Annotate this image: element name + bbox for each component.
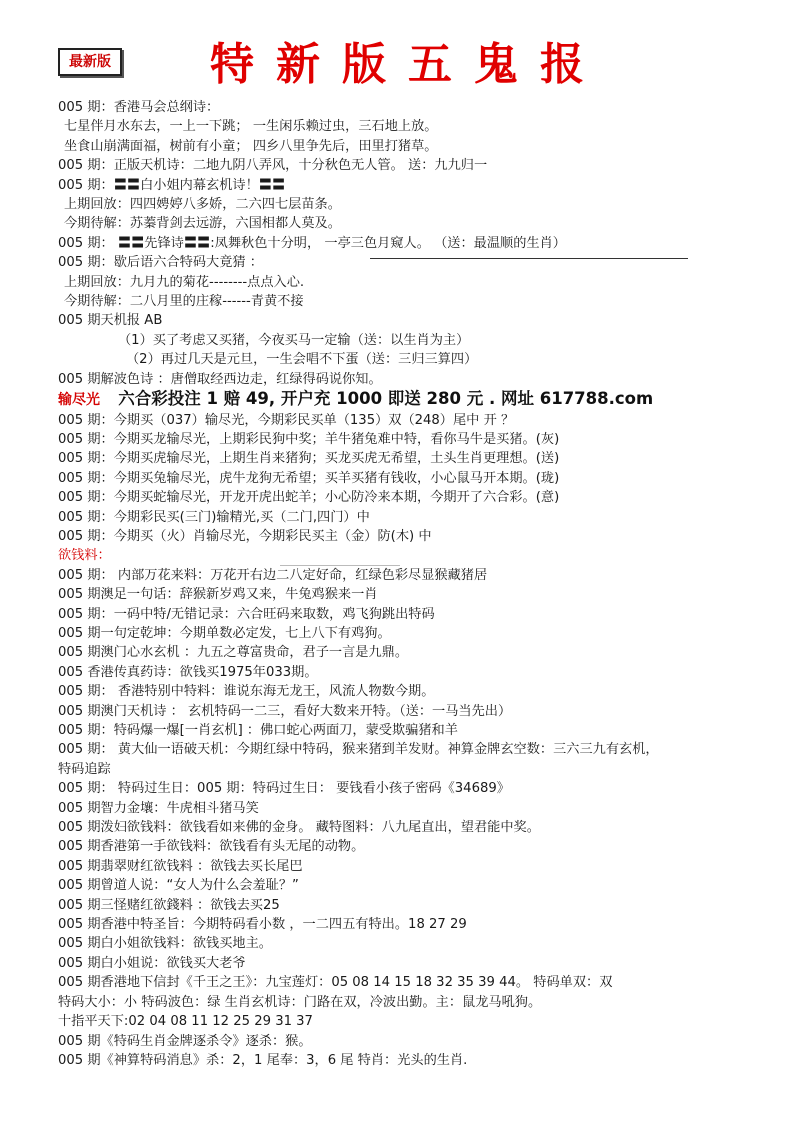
section-heading-loss: 输尽光 xyxy=(58,392,100,409)
text-line: 十指平天下:02 04 08 11 12 25 29 31 37 xyxy=(58,1014,313,1030)
text-line: 上期回放：九月九的菊花--------点点入心. xyxy=(64,274,305,290)
text-line: 今期待解：苏蓁背剑去远游，六国相都人莫及。 xyxy=(64,216,341,232)
text-line: 005 期： 香港特别中特料：谁说东海无龙王，风流人物数今期。 xyxy=(58,684,435,700)
text-line: 005 期：今期买龙输尽光，上期彩民狗中奖；羊牛猪兔难中特，看你马牛是买猪。(灰) xyxy=(58,431,560,447)
text-line: 七星伴月水东去，一上一下跳； 一生闲乐赖过虫，三石地上放。 xyxy=(64,119,438,135)
text-line: 005 期：今期买（火）肖输尽光，今期彩民买主（金）防(木) 中 xyxy=(58,528,432,544)
text-line: 005 期： 黄大仙一语破天机：今期红绿中特码，猴来猪到羊发财。神算金牌玄空数：三六三九有玄机， xyxy=(58,742,659,758)
text-line: 005 期： 特码过生日：005 期：特码过生日： 要钱看小孩子密码《34689》 xyxy=(58,781,510,797)
ad-line xyxy=(58,389,793,410)
divider-line xyxy=(370,258,688,259)
text-line: 005 期澳足一句话：辞猴新岁鸡又来，牛兔鸡猴来一肖 xyxy=(58,587,378,603)
text-line: 005 香港传真药诗：欲钱买1975年033期。 xyxy=(58,664,318,680)
text-line: 005 期泼妇欲钱料：欲钱看如来佛的金身。 藏特图料：八九尾直出，望君能中奖。 xyxy=(58,820,540,836)
text-line: 005 期香港中特圣旨：今期特码看小数 ，一二四五有特出。18 27 29 xyxy=(58,917,467,933)
edition-badge: 最新版 xyxy=(58,48,122,76)
text-line: 上期回放：四四娉婷八多娇，二六四七层苗条。 xyxy=(64,197,341,213)
text-line: 特码大小：小 特码波色：绿 生肖玄机诗：门路在双，冷波出勤。主：鼠龙马吼狗。 xyxy=(58,994,542,1010)
text-line: （2）再过几天是元旦，一生会唱不下蛋（送：三归三算四） xyxy=(126,352,478,368)
text-line: 005 期曾道人说：“女人为什么会羞耻？” xyxy=(58,878,299,894)
text-line: （1）买了考虑又买猪，今夜买马一定输（送：以生肖为主） xyxy=(118,332,470,348)
text-line: 005 期香港第一手欲钱料：欲钱看有头无尾的动物。 xyxy=(58,839,365,855)
section-heading-money: 欲钱料： xyxy=(58,548,111,564)
text-line: 005 期澳门心水玄机 ：九五之尊富贵命，君子一言是九鼎。 xyxy=(58,645,409,661)
text-line: 005 期：正版天机诗：二地九阴八弄风，十分秋色无人管。 送：九九归一 xyxy=(58,158,488,174)
text-line: 005 期翡翠财红欲钱料 ：欲钱去买长尾巴 xyxy=(58,858,303,874)
text-line: 今期待解：二八月里的庄稼------青黄不接 xyxy=(64,294,304,310)
text-line: 005 期澳门天机诗 ： 玄机特码一二三，看好大数来开特。（送：一马当先出） xyxy=(58,703,512,719)
text-line: 特码追踪 xyxy=(58,761,111,777)
text-line: 005 期：今期买兔输尽光，虎牛龙狗无希望；买羊买猪有钱收，小心鼠马开本期。(珑) xyxy=(58,470,560,486)
text-line: 005 期：一码中特/无错记录：六合旺码来取数，鸡飞狗跳出特码 xyxy=(58,606,435,622)
text-line: 005 期《神算特码消息》杀：2，1 尾奉：3，6 尾 特肖：光头的生肖. xyxy=(58,1052,468,1068)
document-body xyxy=(58,98,793,1070)
text-line: 005 期：歇后语六合特码大竟猜 ： xyxy=(58,255,263,271)
text-line: 005 期三怪赌红欲錢料 ：欲钱去买25 xyxy=(58,897,280,913)
text-line: 005 期：今期买（037）输尽光，今期彩民买单（135）双（248）尾中 开 ？ xyxy=(58,412,515,428)
text-line: 坐食山崩满面福，树前有小童； 四乡八里争先后，田里打猪草。 xyxy=(64,138,438,154)
text-line: 005 期：特码爆一爆[一肖玄机] ：佛口蛇心两面刀，蒙受欺骗猪和羊 xyxy=(58,723,458,738)
text-line: 005 期《特码生肖金牌逐杀令》逐杀：猴。 xyxy=(58,1033,312,1049)
text-line: 005 期：今期买虎输尽光，上期生肖来猪狗；买龙买虎无希望，土头生肖更理想。(送) xyxy=(58,451,560,467)
text-line: 005 期白小姐欲钱料：欲钱买地主。 xyxy=(58,936,272,952)
text-line: 005 期智力金壤：牛虎相斗猪马笑 xyxy=(58,800,259,816)
text-line: 005 期香港地下信封《千王之王》：九宝莲灯：05 08 14 15 18 32 35 39 44。 特码单双：双 xyxy=(58,975,613,991)
divider-line xyxy=(280,565,400,566)
text-line: 005 期天机报 AB xyxy=(58,313,163,329)
text-line: 005 期： 内部万花来料：万花开右边二八定好命，红绿色彩尽显猴藏猪居 xyxy=(58,567,488,583)
text-line: 005 期白小姐说：欲钱买大老爷 xyxy=(58,955,246,971)
text-line: 005 期： 〓〓先锋诗〓〓:凤舞秋色十分明， 一亭三色月窥人。 （送：最温顺的生肖） xyxy=(58,235,566,251)
text-line: 005 期：香港马会总纲诗： xyxy=(58,100,220,115)
text-line: 005 期一句定乾坤：今期单数必定发，七上八下有鸡狗。 xyxy=(58,625,391,641)
text-line: 005 期：〓〓白小姐内幕玄机诗！〓〓 xyxy=(58,177,286,193)
text-line: 005 期：今期彩民买(三门)输精光,买（二门,四门）中 xyxy=(58,509,370,525)
text-line: 005 期：今期买蛇输尽光，开龙开虎出蛇羊；小心防冷来本期，今期开了六合彩。(意) xyxy=(58,490,560,506)
page-title: 特新版五鬼报 xyxy=(210,39,606,90)
text-line: 005 期解波色诗 ：唐僧取经西边走，红绿得码说你知。 xyxy=(58,371,382,387)
ad-banner: 六合彩投注 1 赔 49, 开户充 1000 即送 280 元 . 网址 617788.com xyxy=(118,389,654,409)
